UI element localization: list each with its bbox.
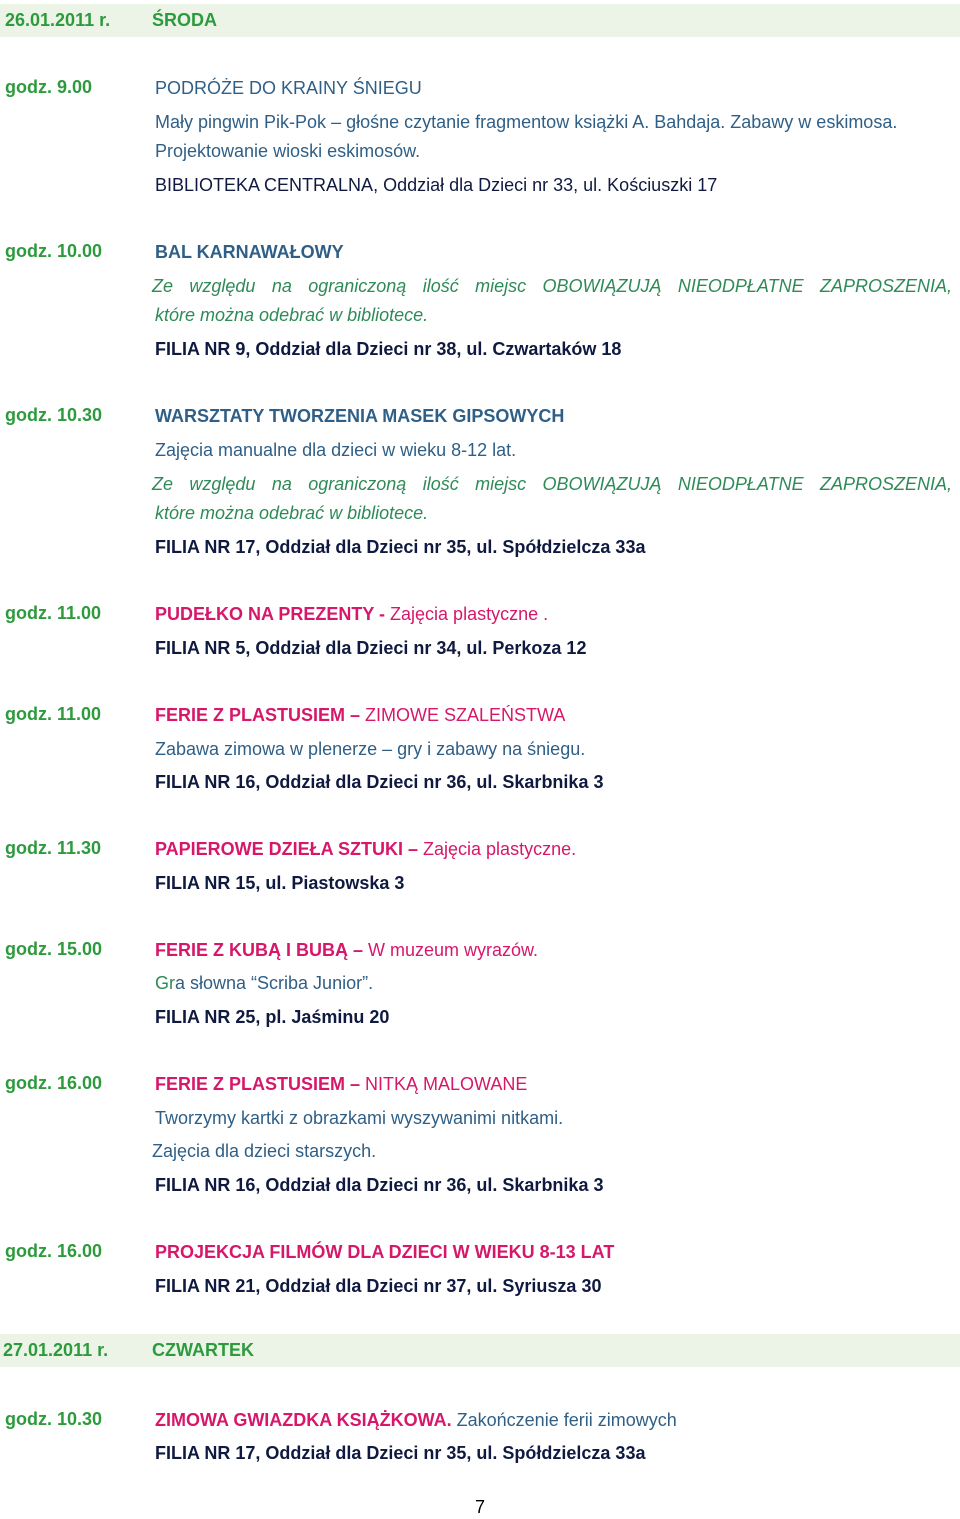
event-title — [155, 704, 565, 726]
event-title-rest: W muzeum wyrazów. — [368, 940, 539, 960]
event-description: Mały pingwin Pik-Pok – głośne czytanie fragmentow książki A. Bahdaja. Zabawy w eskimosa. — [155, 112, 898, 132]
event-time: godz. 10.30 — [5, 405, 103, 425]
event-title — [155, 1409, 677, 1431]
event-description: Zabawa zimowa w plenerze – gry i zabawy na śniegu. — [155, 739, 586, 759]
event-title — [155, 939, 538, 961]
event-description: Zajęcia manualne dla dzieci w wieku 8-12 lat. — [155, 440, 517, 460]
event-title-text: FERIE Z PLASTUSIEM – — [155, 705, 366, 725]
event-title-text: PUDEŁKO NA PREZENTY - — [155, 604, 391, 624]
event-time: godz. 11.00 — [5, 704, 102, 724]
event-time: godz. 11.30 — [5, 838, 102, 858]
event-time: godz. 16.00 — [5, 1073, 103, 1093]
event-title-text: FERIE Z KUBĄ I BUBĄ – — [155, 940, 369, 960]
event-title-text: FERIE Z PLASTUSIEM – — [155, 1074, 366, 1094]
event-time: godz. 10.30 — [5, 1409, 103, 1429]
event-title-rest: Zakończenie ferii zimowych — [456, 1410, 677, 1430]
event-title: WARSZTATY TWORZENIA MASEK GIPSOWYCH — [155, 406, 565, 426]
event-title — [155, 838, 576, 860]
event-time: godz. 11.00 — [5, 603, 102, 623]
event-time: godz. 9.00 — [5, 77, 93, 97]
event-time: godz. 15.00 — [5, 939, 103, 959]
event-description: które można odebrać w bibliotece. — [155, 305, 429, 325]
event-title-rest: Zajęcia plastyczne . — [390, 604, 549, 624]
event-description-part: a słowna “Scriba Junior”. — [175, 973, 374, 993]
event-description — [155, 972, 373, 994]
day-date: 26.01.2011 r. — [5, 10, 111, 30]
event-title-text: PAPIEROWE DZIEŁA SZTUKI – — [155, 839, 424, 859]
day-date: 27.01.2011 r. — [3, 1340, 109, 1360]
event-title: BAL KARNAWAŁOWY — [155, 242, 344, 262]
day-header — [0, 4, 960, 37]
event-description: Tworzymy kartki z obrazkami wyszywanimi nitkami. — [155, 1108, 564, 1128]
event-location: FILIA NR 16, Oddział dla Dzieci nr 36, ul. Skarbnika 3 — [155, 1175, 604, 1195]
event-location: FILIA NR 17, Oddział dla Dzieci nr 35, ul. Spółdzielcza 33a — [155, 1443, 646, 1463]
day-name: CZWARTEK — [152, 1340, 254, 1360]
event-title: PROJEKCJA FILMÓW DLA DZIECI W WIEKU 8-13 LAT — [155, 1242, 615, 1262]
event-title-rest: Zajęcia plastyczne. — [423, 839, 577, 859]
page-number: 7 — [474, 1497, 485, 1517]
event-location: FILIA NR 17, Oddział dla Dzieci nr 35, ul. Spółdzielcza 33a — [155, 537, 646, 557]
event-title — [155, 1073, 527, 1095]
event-location: FILIA NR 15, ul. Piastowska 3 — [155, 873, 405, 893]
event-title-rest: ZIMOWE SZALEŃSTWA — [365, 705, 566, 725]
event-description: Ze względu na ograniczoną ilość miejsc OBOWIĄZUJĄ NIEODPŁATNE ZAPROSZENIA, — [152, 276, 952, 296]
day-name: ŚRODA — [152, 10, 218, 30]
event-location: FILIA NR 5, Oddział dla Dzieci nr 34, ul. Perkoza 12 — [155, 638, 587, 658]
event-location: BIBLIOTEKA CENTRALNA, Oddział dla Dzieci nr 33, ul. Kościuszki 17 — [155, 175, 718, 195]
event-time: godz. 10.00 — [5, 241, 103, 261]
event-description: Projektowanie wioski eskimosów. — [155, 141, 421, 161]
event-title-text: PODRÓŻE DO KRAINY ŚNIEGU — [155, 78, 422, 98]
event-description: Zajęcia dla dzieci starszych. — [152, 1141, 377, 1161]
event-title — [155, 603, 548, 625]
day-header — [0, 1334, 960, 1367]
event-title-text: ZIMOWA GWIAZDKA KSIĄŻKOWA. — [155, 1410, 457, 1430]
event-time: godz. 16.00 — [5, 1241, 103, 1261]
event-description: Ze względu na ograniczoną ilość miejsc OBOWIĄZUJĄ NIEODPŁATNE ZAPROSZENIA, — [152, 474, 952, 494]
event-location: FILIA NR 25, pl. Jaśminu 20 — [155, 1007, 390, 1027]
event-location: FILIA NR 21, Oddział dla Dzieci nr 37, ul. Syriusza 30 — [155, 1276, 602, 1296]
event-description: które można odebrać w bibliotece. — [155, 503, 429, 523]
event-location: FILIA NR 9, Oddział dla Dzieci nr 38, ul. Czwartaków 18 — [155, 339, 622, 359]
event-location: FILIA NR 16, Oddział dla Dzieci nr 36, ul. Skarbnika 3 — [155, 772, 604, 792]
event-title-rest: NITKĄ MALOWANE — [365, 1074, 528, 1094]
event-description-part: Gr — [155, 973, 175, 993]
event-title — [155, 77, 422, 99]
